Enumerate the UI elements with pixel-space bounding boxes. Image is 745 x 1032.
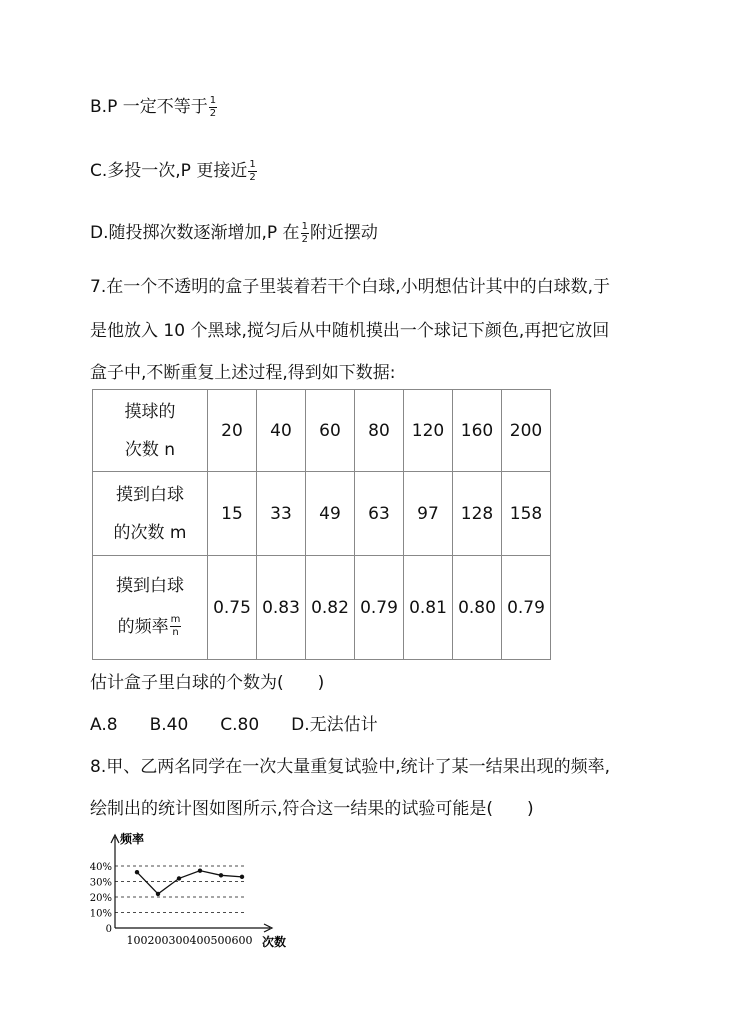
table-cell: 200 <box>502 390 551 472</box>
option-d-suffix: 附近摆动 <box>309 223 378 243</box>
data-table <box>92 389 551 660</box>
table-cell: 80 <box>355 390 404 472</box>
table-cell: 0.79 <box>355 556 404 660</box>
fraction-one-half: $\frac{1}{2}$ <box>209 94 217 119</box>
table-cell: 128 <box>453 472 502 556</box>
row-header: 摸到白球 的频率 $\frac{m}{n}$ <box>93 556 208 660</box>
q7-line-1: 7.在一个不透明的盒子里装着若干个白球,小明想估计其中的白球数,于 <box>90 277 611 297</box>
grid-lines <box>115 866 245 913</box>
table-cell: 0.82 <box>306 556 355 660</box>
data-points <box>135 868 244 896</box>
x-tick-label: 300 <box>168 934 190 947</box>
data-point <box>177 876 181 880</box>
table-cell: 33 <box>257 472 306 556</box>
table-cell: 158 <box>502 472 551 556</box>
table-cell: 63 <box>355 472 404 556</box>
y-tick-label: 40% <box>89 862 112 873</box>
fraction-one-half: $\frac{1}{2}$ <box>301 220 308 245</box>
data-point <box>198 868 202 872</box>
table-cell: 0.79 <box>502 556 551 660</box>
q8-line-2: 绘制出的统计图如图所示,符合这一结果的试验可能是( ) <box>90 799 534 819</box>
x-tick-label: 400 <box>189 934 211 947</box>
data-point <box>135 870 139 874</box>
x-tick-label: 100 <box>126 934 148 947</box>
q7-question: 估计盒子里白球的个数为( ) <box>90 673 325 693</box>
q7-line-3: 盒子中,不断重复上述过程,得到如下数据: <box>90 363 396 383</box>
table-cell: 15 <box>208 472 257 556</box>
x-axis-label: 次数 <box>262 935 287 949</box>
option-d-text: D.随投掷次数逐渐增加,P 在 <box>90 223 300 243</box>
fraction-m-over-n: $\frac{m}{n}$ <box>170 614 181 638</box>
table-row <box>93 472 551 556</box>
table-cell: 120 <box>404 390 453 472</box>
fraction-one-half: $\frac{1}{2}$ <box>249 158 256 183</box>
option-b-text: B.P 一定不等于 <box>90 97 208 117</box>
table-cell: 160 <box>453 390 502 472</box>
table-cell: 49 <box>306 472 355 556</box>
option-d <box>90 218 378 246</box>
table-row <box>93 556 551 660</box>
table-row <box>93 390 551 472</box>
table-cell: 40 <box>257 390 306 472</box>
y-tick-label: 10% <box>89 908 112 920</box>
y-tick-labels <box>90 862 112 935</box>
x-tick-label: 600 <box>231 934 253 947</box>
data-point <box>240 875 244 879</box>
x-tick-label: 200 <box>147 934 169 947</box>
y-tick-label: 30% <box>89 877 112 889</box>
data-point <box>219 873 223 877</box>
option-b: B.40 <box>149 715 189 735</box>
table-cell: 0.80 <box>453 556 502 660</box>
option-c: C.80 <box>220 715 260 735</box>
q8-line-1: 8.甲、乙两名同学在一次大量重复试验中,统计了某一结果出现的频率, <box>90 757 611 777</box>
table-cell: 60 <box>306 390 355 472</box>
frequency-line-chart <box>85 825 315 950</box>
table-cell: 0.75 <box>208 556 257 660</box>
y-tick-label: 20% <box>89 893 112 904</box>
row-header: 摸球的 次数 n <box>93 390 208 472</box>
data-point <box>156 892 160 896</box>
table-cell: 0.81 <box>404 556 453 660</box>
y-tick-label: 0 <box>105 924 112 935</box>
y-axis-label: 频率 <box>120 832 145 846</box>
x-tick-labels <box>127 934 253 947</box>
q7-options <box>90 710 378 735</box>
option-d: D.无法估计 <box>291 715 378 735</box>
table-cell: 0.83 <box>257 556 306 660</box>
table-cell: 97 <box>404 472 453 556</box>
option-c <box>90 156 258 184</box>
option-c-text: C.多投一次,P 更接近 <box>90 161 248 181</box>
option-b <box>90 92 218 120</box>
q7-line-2: 是他放入 10 个黑球,搅匀后从中随机摸出一个球记下颜色,再把它放回 <box>90 321 610 341</box>
table-cell: 20 <box>208 390 257 472</box>
x-tick-label: 500 <box>210 934 232 947</box>
option-a: A.8 <box>90 715 118 735</box>
chart-axes <box>111 835 272 932</box>
series-line <box>137 871 242 894</box>
row-header: 摸到白球 的次数 m <box>93 472 208 556</box>
